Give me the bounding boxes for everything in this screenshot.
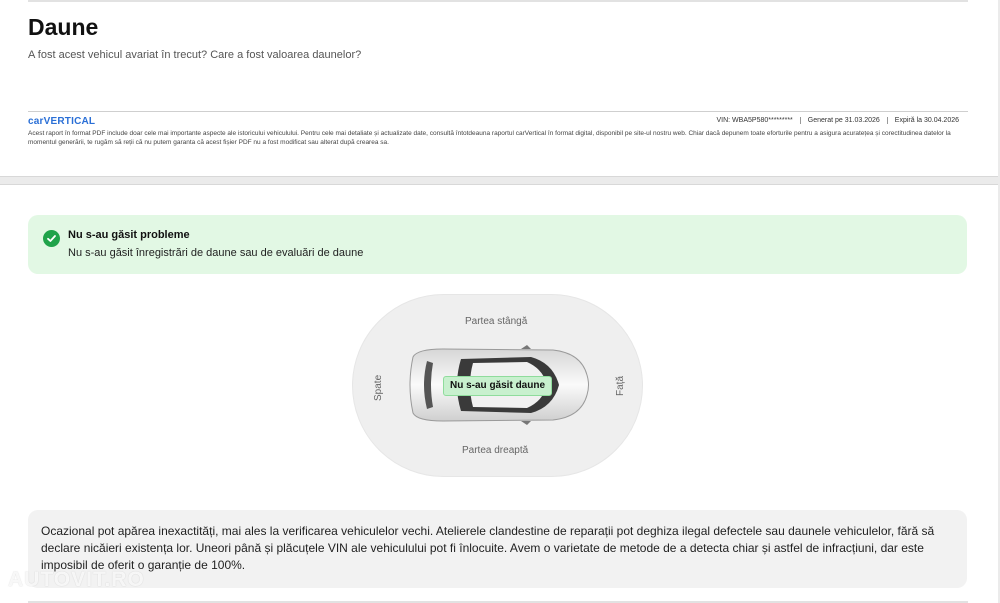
report-page-bottom (0, 184, 998, 603)
status-description: Nu s-au găsit înregistrări de daune sau de evaluări de daune (68, 247, 364, 259)
no-damage-badge: Nu s-au găsit daune (443, 376, 552, 396)
pdf-disclaimer: Acest raport în format PDF include doar cele mai importante aspecte ale istoricului vehiculului. Pentru cele mai detaliate și actualizate date, consultă întotdeauna raportul carVertical în format digital, disponibil pe site-ul nostru web. Chiar dacă depunem toate eforturile pentru a asigura acuratețea și corectitudinea datelor la momentul generării, te rugăm să reții că nu putem garanta că acest fișier PDF nu a fost modificat sau alterat după crearea sa. (28, 130, 951, 146)
status-banner (28, 215, 967, 274)
expiry-date: Expiră la 30.04.2026 (887, 117, 966, 124)
top-divider (28, 0, 968, 2)
check-circle-icon (43, 230, 60, 247)
footer-divider (28, 111, 968, 112)
rear-label: Spate (373, 374, 384, 401)
section-title: Daune (28, 14, 99, 40)
left-side-label: Partea stângă (465, 316, 528, 327)
report-page-top (0, 0, 998, 177)
autovit-watermark: AUTOVIT.RO (8, 568, 145, 591)
section-subtitle: A fost acest vehicul avariat în trecut? Care a fost valoarea daunelor? (28, 49, 362, 61)
vin-value: VIN: WBA5P580********* (716, 117, 793, 124)
accuracy-note: Ocazional pot apărea inexactități, mai ales la verificarea vehiculelor vechi. Atelierele clandestine de reparații pot deghiza ilegal defectele sau daunele vehiculelor, fără să declare nicăieri existența lor. Uneori până și plăcuțele VIN ale vehiculului pot fi înlocuite. Avem o varietate de metode de a detecta chiar și astfel de infracțiuni, dar este imposibil de oferit o garanție de 100%. (28, 510, 967, 588)
front-label: Față (615, 375, 626, 396)
status-title: Nu s-au găsit probleme (68, 229, 190, 241)
right-side-label: Partea dreaptă (462, 445, 529, 456)
damage-diagram (352, 294, 643, 477)
generated-date: Generat pe 31.03.2026 (800, 117, 887, 124)
report-meta (710, 117, 967, 124)
carvertical-logo: carVERTICAL (28, 116, 96, 127)
